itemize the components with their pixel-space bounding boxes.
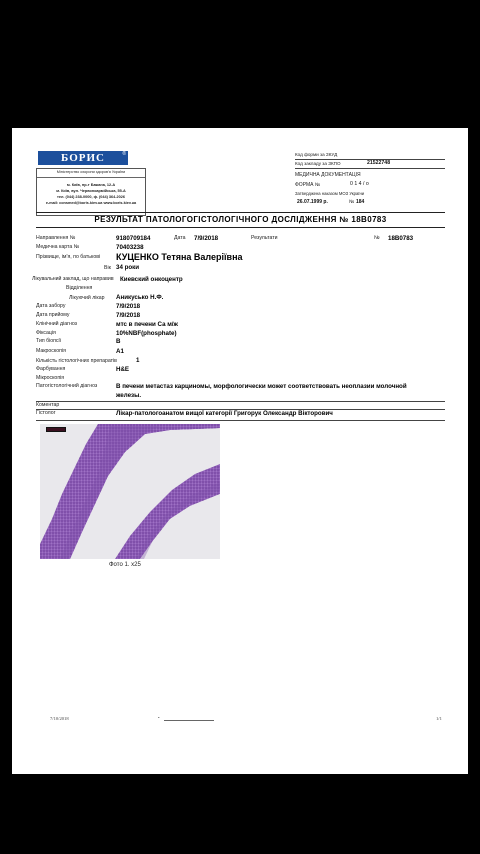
diagnosis-value-line2: железы. — [116, 392, 142, 399]
receive-label: Дата прийому — [36, 312, 70, 318]
doctor-value: Аникусько Н.Ф. — [116, 294, 164, 301]
biopsy-type-label: Тип біопсії — [36, 338, 62, 344]
approval-num-label: № — [349, 199, 355, 205]
ministry-text: Міністерство охорони здоров'я України — [56, 170, 126, 174]
fixation-value: 10%NBF(phosphate) — [116, 330, 177, 337]
histologist-value: Лікар-патологоанатом вищої категорії Григорук Олександр Вікторович — [116, 410, 333, 417]
facility-label: Лікувальний заклад, що направив — [32, 276, 114, 282]
diagnosis-value-line1: В печени метастаз карциномы, морфологически может соответствовать неоплазии молочной — [116, 383, 407, 390]
scale-bar — [46, 427, 66, 432]
address-1: м. Київ, пр-т Бажана, 12-А — [66, 183, 116, 187]
staining-value: Н&Е — [116, 366, 130, 373]
footer-page: 1/1 — [436, 716, 442, 721]
referral-label: Направлення № — [36, 235, 76, 241]
referral-value: 9180709184 — [116, 235, 151, 242]
microscopy-label: Мікроскопія — [36, 375, 65, 381]
phones: тел. (044) 238-0000, ф. (044) 364-2026 — [57, 195, 125, 199]
form-value: 0 1 4 / о — [350, 181, 369, 187]
zkpo-value: 21522748 — [367, 160, 391, 166]
staining-label: Фарбування — [36, 366, 66, 372]
photo-caption: Фото 1. x25 — [109, 562, 141, 568]
form-code-box — [295, 151, 445, 208]
divider — [36, 420, 445, 421]
zkud-label: Код форми за ЗКУД — [295, 152, 338, 157]
report-title: РЕЗУЛЬТАТ ПАТОЛОГОГІСТОЛОГІЧНОГО ДОСЛІДЖЕННЯ № 18В0783 — [36, 212, 445, 228]
date-value: 7/9/2018 — [194, 235, 219, 242]
clinical-diagnosis-label: Клінічний діагноз — [36, 321, 78, 327]
collect-label: Дата забору — [36, 303, 66, 309]
footer-date: 7/10/2018 — [50, 716, 69, 721]
age-label: Вік — [104, 265, 111, 271]
slide-count-value: 1 — [136, 357, 140, 364]
boris-logo — [38, 151, 128, 165]
fixation-label: Фіксація — [36, 330, 56, 336]
macroscopy-value: А1 — [116, 348, 124, 355]
divider — [36, 401, 445, 402]
logo-text: БОРИС — [61, 152, 105, 164]
zkpo-label: Код закладу за ЗКПО — [295, 161, 341, 166]
micrograph-tissue — [40, 424, 220, 559]
med-doc-label: МЕДИЧНА ДОКУМЕНТАЦІЯ — [295, 172, 361, 178]
department-label: Відділення — [66, 285, 93, 291]
histologist-label: Гістолог — [36, 410, 56, 416]
results-label: Результати — [251, 235, 278, 241]
report-page — [12, 128, 468, 774]
approval-num-value: 184 — [356, 199, 365, 205]
approved-label: Затверджена наказом МОЗ України — [295, 191, 365, 196]
form-label: ФОРМА № — [295, 182, 321, 188]
facility-value: Киевский онкоцентр — [120, 276, 183, 283]
macroscopy-label: Макроскопія — [36, 348, 66, 354]
age-value: 34 роки — [116, 264, 140, 271]
footer-bullet: • — [158, 715, 160, 720]
ministry-box — [36, 168, 146, 216]
biopsy-type-value: В — [116, 338, 121, 345]
card-value: 70403238 — [116, 244, 144, 251]
slide-count-label: Кількість гістологічних препаратів — [36, 358, 117, 364]
date-label: Дата — [174, 235, 186, 241]
diagnosis-label: Патогістологічний діагноз — [36, 383, 98, 389]
name-label: Прізвище, ім'я, по батькові — [36, 254, 101, 260]
divider — [295, 168, 445, 169]
comment-label: Коментар — [36, 402, 60, 408]
results-num-value: 18В0783 — [388, 235, 414, 242]
signature-line — [164, 720, 214, 721]
receive-value: 7/9/2018 — [116, 312, 141, 319]
results-num-label: № — [374, 235, 380, 241]
logo-registered-mark: ® — [122, 151, 126, 157]
card-label: Медична карта № — [36, 244, 80, 250]
patient-name: КУЦЕНКО Тетяна Валеріївна — [116, 252, 243, 262]
approval-date: 26.07.1999 р. — [297, 199, 328, 205]
collect-value: 7/9/2018 — [116, 303, 141, 310]
micrograph-image — [40, 424, 220, 559]
doctor-label: Лікуючий лікар — [69, 295, 105, 301]
email: e-mail: consmed@boris.kiev.ua www.boris.kiev.ua — [45, 201, 137, 205]
ministry-divider — [37, 177, 145, 178]
clinical-diagnosis-value: мтс в печени Са м/ж — [116, 321, 178, 328]
address-2: м. Київ, вул. Червоноармійська, 55-А — [56, 189, 126, 193]
